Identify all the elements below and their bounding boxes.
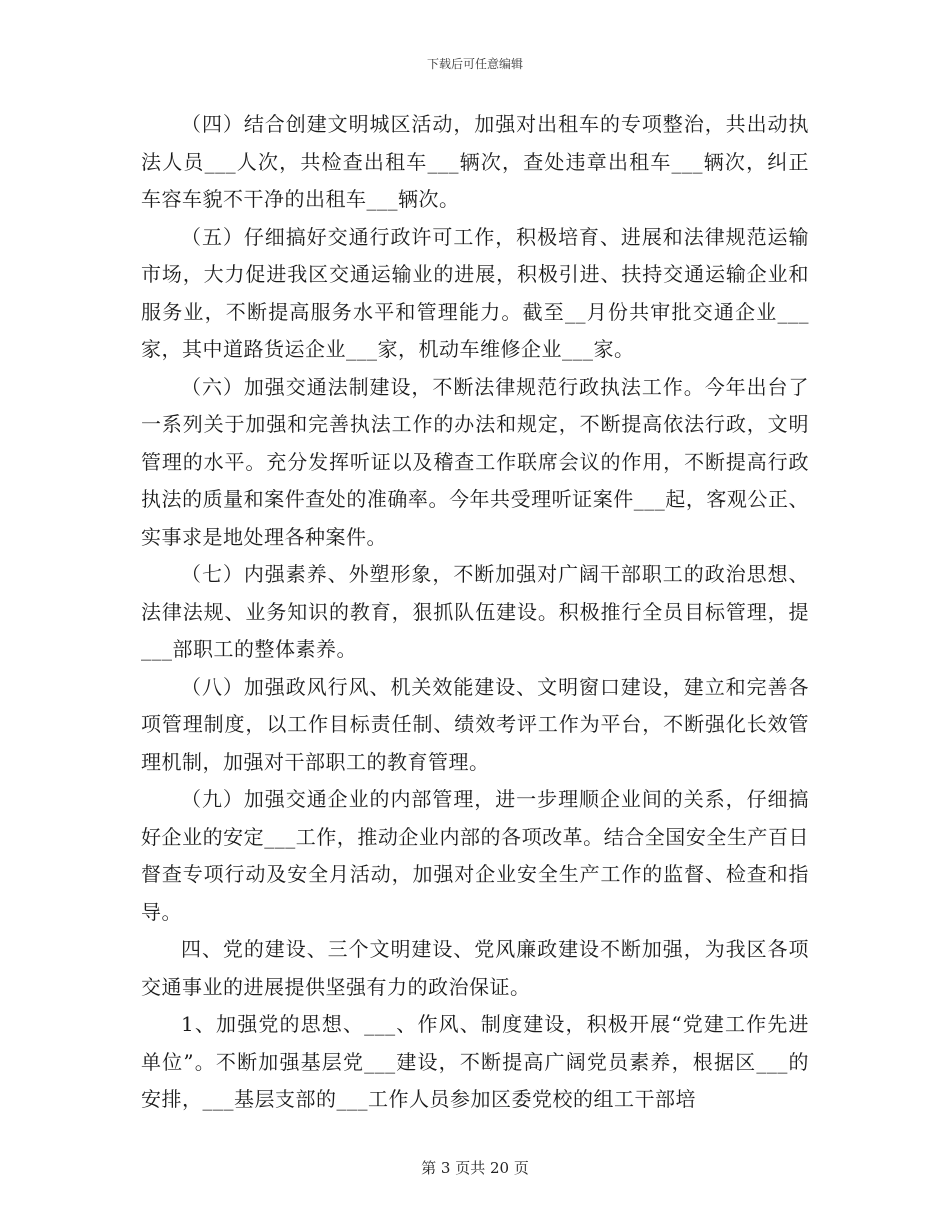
paragraph-4: （四）结合创建文明城区活动，加强对出租车的专项整治，共出动执法人员___人次，共检查出租车___辆次，查处违章出租车___辆次，纠正车容车貌不干净的出租车___辆次。 [141,112,809,211]
paragraph-6: （六）加强交通法制建设，不断法律规范行政执法工作。今年出台了一系列关于加强和完善执法工作的办法和规定，不断提高依法行政，文明管理的水平。充分发挥听证以及稽查工作联席会议的作用，不断提高行政执法的质量和案件查处的准确率。今年共受理听证案件___起，客观公正、实事求是地处理各种案件。 [141,374,809,549]
page-number: 第 3 页共 20 页 [421,1159,529,1177]
paragraph-9: （九）加强交通企业的内部管理，进一步理顺企业间的关系，仔细搞好企业的安定___工作，推动企业内部的各项改革。结合全国安全生产百日督查专项行动及安全月活动，加强对企业安全生产工作的监督、检查和指导。 [141,787,809,924]
section-heading-party-building: 四、党的建设、三个文明建设、党风廉政建设不断加强，为我区各项交通事业的进展提供坚强有力的政治保证。 [141,937,809,999]
paragraph-7: （七）内强素养、外塑形象，不断加强对广阔干部职工的政治思想、法律法规、业务知识的教育，狠抓队伍建设。积极推行全员目标管理，提___部职工的整体素养。 [141,562,809,661]
paragraph-8: （八）加强政风行风、机关效能建设、文明窗口建设，建立和完善各项管理制度，以工作目标责任制、绩效考评工作为平台，不断强化长效管理机制，加强对干部职工的教育管理。 [141,674,809,774]
paragraph-5: （五）仔细搞好交通行政许可工作，积极培育、进展和法律规范运输市场，大力促进我区交通运输业的进展，积极引进、扶持交通运输企业和服务业，不断提高服务水平和管理能力。截至__月份共审批交通企业___家，其中道路货运企业___家，机动车维修企业___家。 [141,224,809,361]
header-note: 下载后可任意编辑 [426,57,523,71]
document-body [141,106,809,1119]
paragraph-item-1: 1、加强党的思想、___、作风、制度建设，积极开展“党建工作先进单位”。不断加强基层党___建设，不断提高广阔党员素养，根据区___的安排，___基层支部的___工作人员参加区委党校的组工干部培 [141,1012,809,1111]
